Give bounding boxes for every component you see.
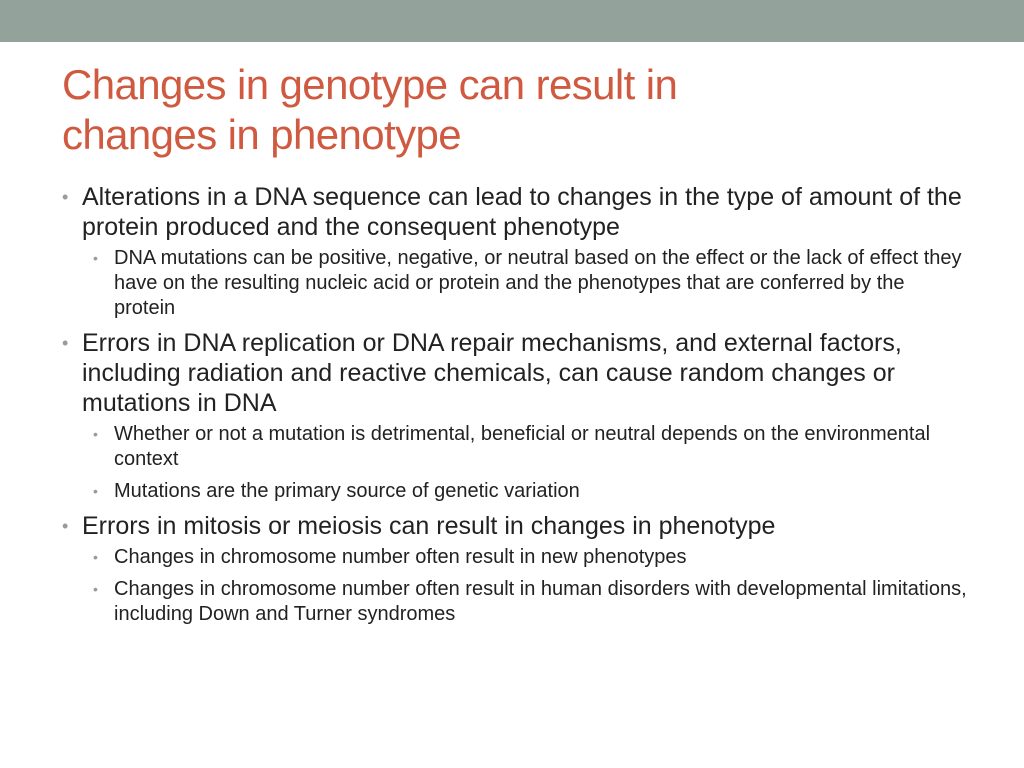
sub-bullet-point (82, 545, 970, 570)
bullet-dot-icon: • (62, 333, 69, 353)
bullet-point-1 (60, 182, 970, 321)
sub-bullet-list (82, 422, 970, 504)
slide-body (60, 182, 970, 634)
bullet-point-2 (60, 328, 970, 504)
bullet-list (60, 182, 970, 627)
bullet-dot-icon: • (93, 426, 98, 442)
bullet-dot-icon: • (93, 549, 98, 565)
sub-bullet-point (82, 246, 970, 321)
slide-title-line-2: changes in phenotype (62, 111, 461, 158)
sub-bullet-point (82, 479, 970, 504)
sub-bullet-list (82, 545, 970, 627)
sub-bullet-text: Whether or not a mutation is detrimental, beneficial or neutral depends on the environmental context (114, 423, 931, 470)
bullet-point-text: Alterations in a DNA sequence can lead to changes in the type of amount of the protein produced and the consequent phenotype (82, 183, 962, 241)
top-accent-bar (0, 0, 1024, 42)
sub-bullet-list (82, 246, 970, 321)
bullet-point-text: Errors in DNA replication or DNA repair mechanisms, and external factors, including radiation and reactive chemicals, can cause random changes or mutations in DNA (82, 329, 902, 417)
bullet-dot-icon: • (93, 581, 98, 597)
sub-bullet-text: Mutations are the primary source of genetic variation (114, 480, 580, 502)
slide-title (62, 60, 962, 160)
sub-bullet-point (82, 577, 970, 627)
bullet-dot-icon: • (62, 187, 69, 207)
bullet-dot-icon: • (62, 516, 69, 536)
bullet-point-text: Errors in mitosis or meiosis can result in changes in phenotype (82, 512, 776, 540)
sub-bullet-point (82, 422, 970, 472)
sub-bullet-text: Changes in chromosome number often result in human disorders with developmental limitations, including Down and Turner syndromes (114, 578, 967, 625)
bullet-dot-icon: • (93, 250, 98, 266)
sub-bullet-text: DNA mutations can be positive, negative, or neutral based on the effect or the lack of effect they have on the resulting nucleic acid or protein and the phenotypes that are conferred by the protein (114, 247, 962, 319)
bullet-point-3 (60, 511, 970, 627)
bullet-dot-icon: • (93, 483, 98, 499)
slide-title-line-1: Changes in genotype can result in (62, 61, 678, 108)
sub-bullet-text: Changes in chromosome number often result in new phenotypes (114, 546, 687, 568)
